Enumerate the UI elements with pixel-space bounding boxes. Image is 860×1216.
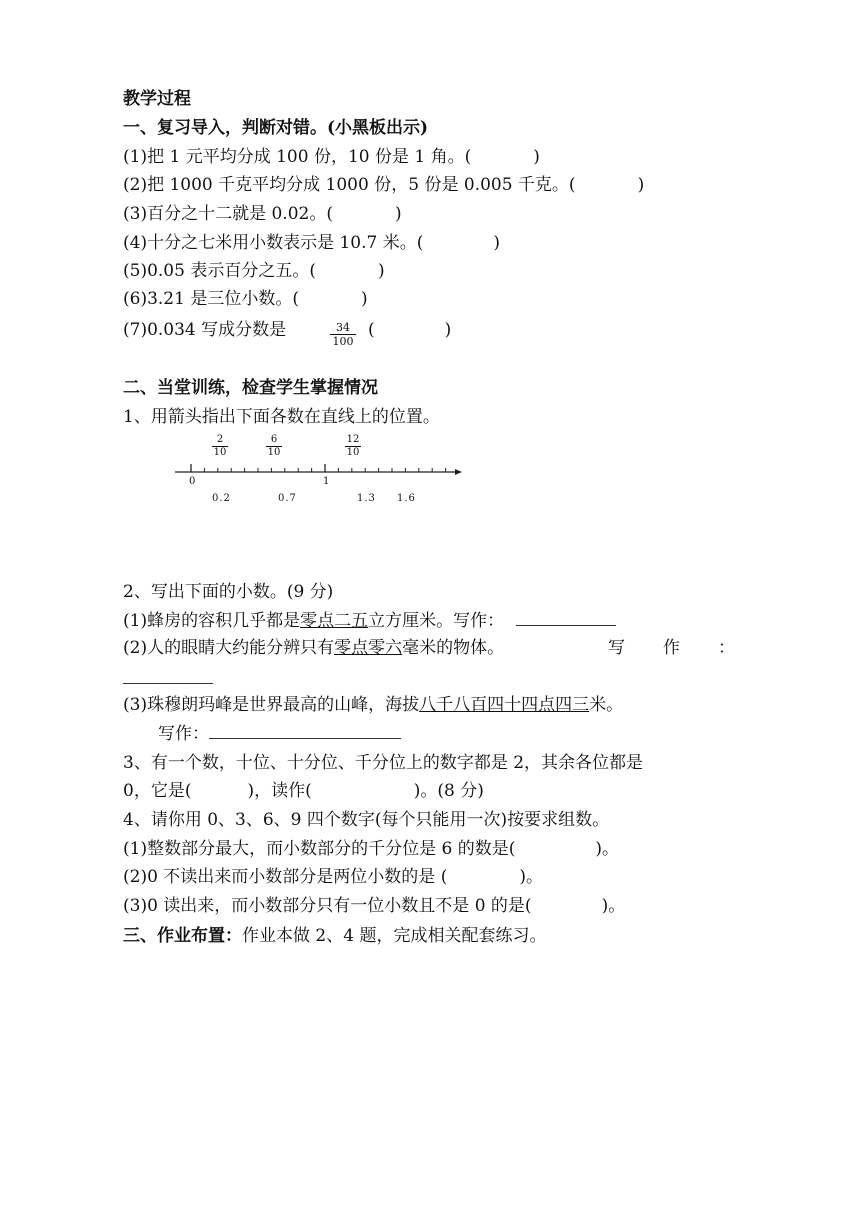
q2-write-char-2: 作	[663, 638, 680, 658]
question-4-part-1: (1)整数部分最大，而小数部分的千分位是 6 的数是( )。	[123, 839, 619, 859]
question-3-line-2: 0，它是( )，读作( )。(8 分)	[123, 781, 484, 801]
section-3	[123, 925, 546, 947]
question-2-part-3: (3)珠穆朗玛峰是世界最高的山峰，海拔八千八百四十四点四三米。	[123, 695, 624, 715]
nl-decimal-1-6: 1.6	[397, 493, 416, 504]
nl-decimal-0-7: 0.7	[278, 493, 297, 504]
question-4-part-3: (3)0 读出来，而小数部分只有一位小数且不是 0 的是( )。	[123, 896, 626, 916]
number-line-arrow	[455, 469, 462, 475]
nl-frac-6-10: 6 10	[267, 434, 281, 458]
answer-blank-2[interactable]	[123, 683, 213, 684]
section-3-text: 作业本做 2、4 题，完成相关配套练习。	[242, 926, 547, 946]
judge-item-3: (3)百分之十二就是 0.02。( )	[123, 204, 402, 224]
judge-item-4: (4)十分之七米用小数表示是 10.7 米。( )	[123, 233, 501, 253]
question-2-part-1: (1)蜂房的容积几乎都是零点二五立方厘米。写作：	[123, 609, 616, 632]
question-4-title: 4、请你用 0、3、6、9 四个数字(每个只能用一次)按要求组数。	[123, 810, 610, 830]
judge-item-2: (2)把 1000 千克平均分成 1000 份，5 份是 0.005 千克。( )	[123, 175, 645, 195]
nl-frac-2-10: 2 10	[213, 434, 227, 458]
nl-frac-12-10: 12 10	[346, 434, 360, 458]
answer-blank-1[interactable]	[516, 609, 616, 626]
answer-blank-3[interactable]	[209, 722, 401, 739]
judge-item-7-parens: ( )	[368, 320, 452, 340]
nl-decimal-0-2: 0.2	[212, 493, 231, 504]
nl-decimal-1-3: 1.3	[357, 493, 376, 504]
number-line-ticks	[191, 464, 446, 472]
nl-label-0: 0	[189, 476, 197, 487]
judge-item-5: (5)0.05 表示百分之五。( )	[123, 261, 385, 281]
number-line	[170, 430, 470, 480]
question-2-title: 2、写出下面的小数。(9 分)	[123, 582, 334, 602]
section-2-title: 二、当堂训练，检查学生掌握情况	[123, 378, 378, 398]
section-3-title: 三、作业布置：	[123, 926, 242, 946]
nl-label-1: 1	[323, 476, 331, 487]
question-1: 1、用箭头指出下面各数在直线上的位置。	[123, 407, 440, 427]
question-3-line-1: 3、有一个数，十位、十分位、千分位上的数字都是 2，其余各位都是	[123, 753, 644, 773]
judge-item-1: (1)把 1 元平均分成 100 份，10 份是 1 角。( )	[123, 147, 540, 167]
page-heading: 教学过程	[123, 89, 191, 109]
question-4-part-2: (2)0 不读出来而小数部分是两位小数的是 ( )。	[123, 867, 543, 887]
question-2-part-2: (2)人的眼睛大约能分辨只有零点零六毫米的物体。	[123, 638, 505, 658]
judge-item-7: (7)0.034 写成分数是	[123, 320, 287, 340]
section-1-title: 一、复习导入，判断对错。(小黑板出示)	[123, 118, 429, 138]
fraction-34-100: 34 100	[330, 322, 356, 347]
judge-item-6: (6)3.21 是三位小数。( )	[123, 289, 368, 309]
q2-write-colon: ：	[718, 638, 735, 658]
question-2-part-3-write: 写作：	[158, 722, 401, 745]
q2-write-char-1: 写	[608, 638, 625, 658]
